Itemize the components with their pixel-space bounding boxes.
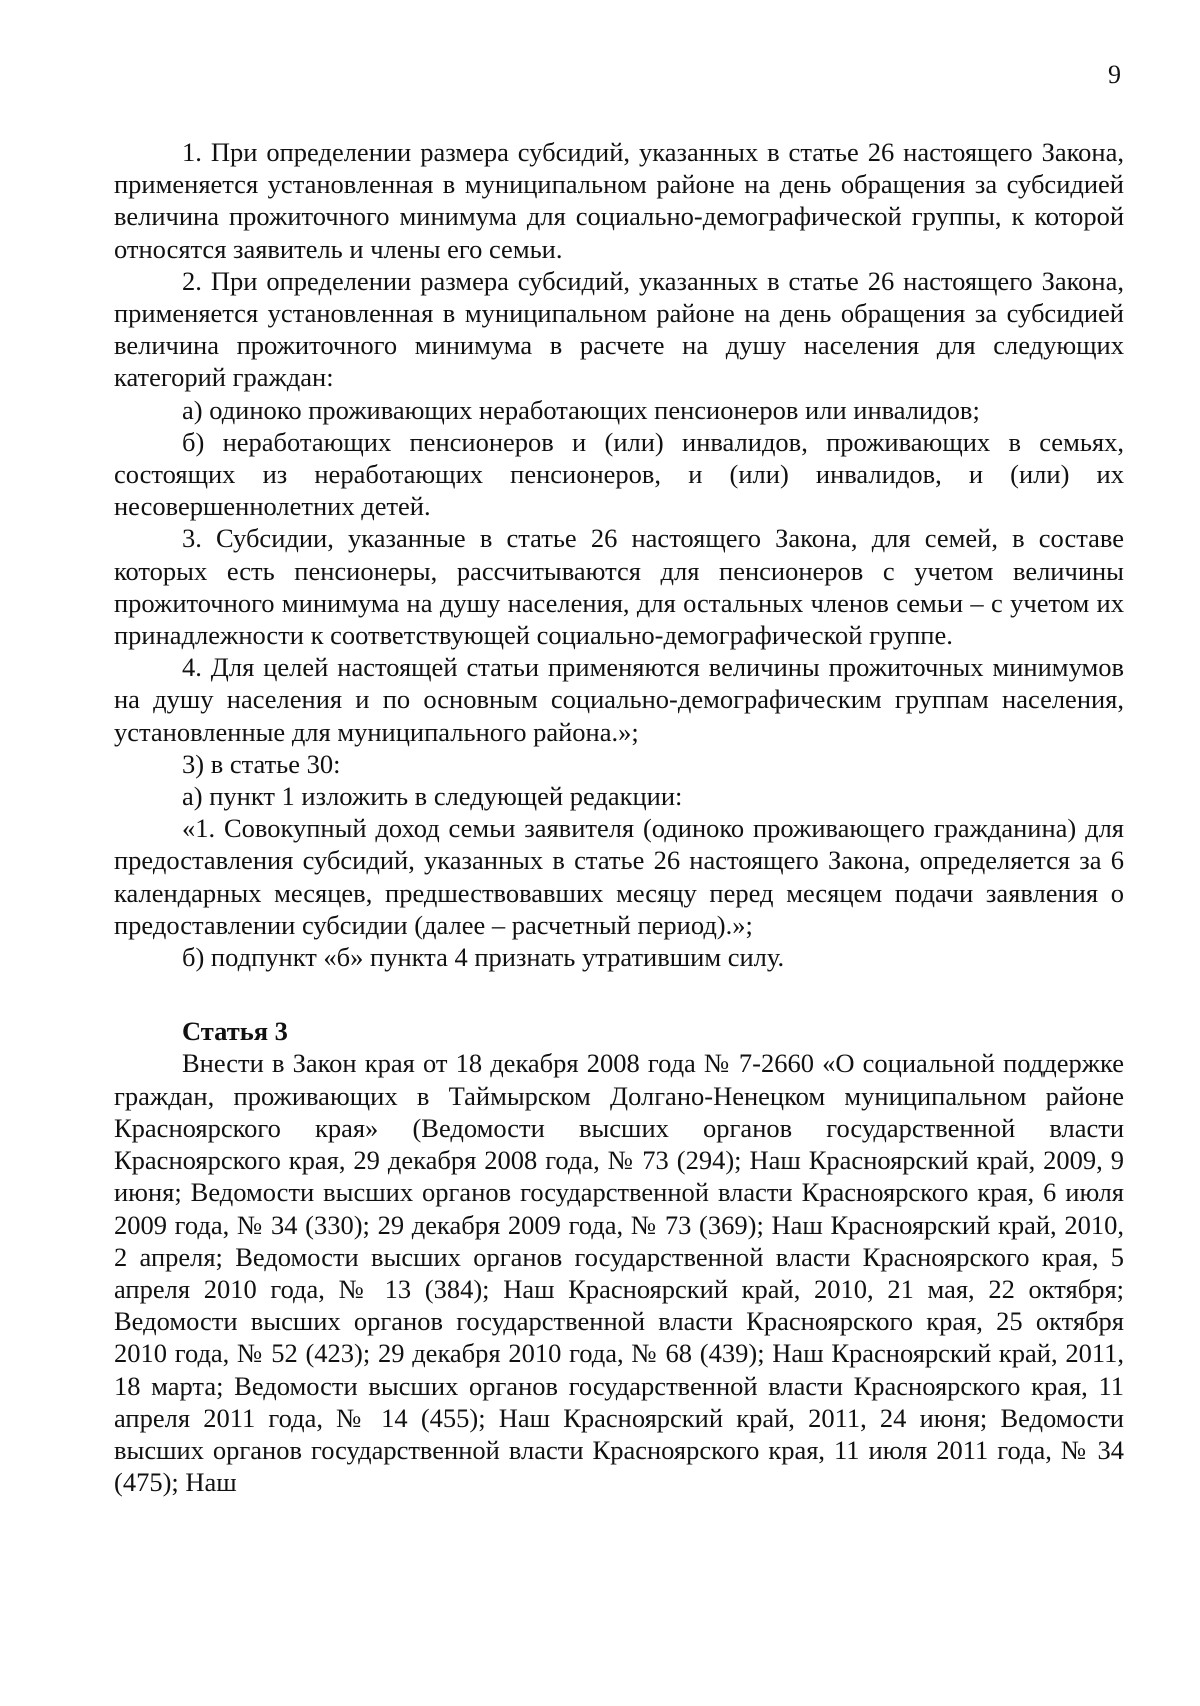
paragraph-2b: б) неработающих пенсионеров и (или) инвалидов, проживающих в семьях, состоящих из неработающих пенсионеров, и (или) инвалидов, и (или) их несовершеннолетних детей. bbox=[114, 426, 1124, 522]
paragraph-1: 1. При определении размера субсидий, указанных в статье 26 настоящего Закона, применяется установленная в муниципальном районе на день обращения за субсидией величина прожиточного минимума для социально-демографической группы, к которой относятся заявитель и члены его семьи. bbox=[114, 137, 1124, 264]
amendment-item-b: б) подпункт «б» пункта 4 признать утратившим силу. bbox=[182, 942, 785, 973]
paragraph-4: 4. Для целей настоящей статьи применяются величины прожиточных минимумов на душу населения и по основным социально-демографическим группам населения, установленные для муниципального района.»; bbox=[114, 652, 1124, 747]
paragraph-2a: а) одиноко проживающих неработающих пенсионеров или инвалидов; bbox=[182, 394, 980, 425]
paragraph-2: 2. При определении размера субсидий, указанных в статье 26 настоящего Закона, применяется установленная в муниципальном районе на день обращения за субсидией величина прожиточного минимума в расчете на душу населения для следующих категорий граждан: bbox=[114, 265, 1124, 393]
amendment-article-30: 3) в статье 30: bbox=[182, 748, 341, 779]
page-number: 9 bbox=[1108, 60, 1121, 89]
paragraph-3: 3. Субсидии, указанные в статье 26 настоящего Закона, для семей, в составе которых есть пенсионеры, рассчитываются для пенсионеров с учетом величины прожиточного минимума на душу населения, для остальных членов семьи – с учетом их принадлежности к соответствующей социально-демографической группе. bbox=[114, 523, 1124, 651]
article-3-heading: Статья 3 bbox=[182, 1016, 288, 1047]
section-gap bbox=[114, 973, 1124, 1015]
article-3-text: Внести в Закон края от 18 декабря 2008 года № 7-2660 «О социальной поддержке граждан, проживающих в Таймырском Долгано-Ненецком муниципальном районе Красноярского края» (Ведомости высших органов государственной власти Красноярского края, 29 декабря 2008 года, № 73 (294); Наш Красноярский край, 2009, 9 июня; Ведомости высших органов государственной власти Красноярского края, 6 июля 2009 года, № 34 (330); 29 декабря 2009 года, № 73 (369); Наш Красноярский край, 2010, 2 апреля; Ведомости высших органов государственной власти Красноярского края, 5 апреля 2010 года, № 13 (384); Наш Красноярский край, 2010, 21 мая, 22 октября; Ведомости высших органов государственной власти Красноярского края, 25 октября 2010 года, № 52 (423); 29 декабря 2010 года, № 68 (439); Наш Красноярский край, 2011, 18 марта; Ведомости высших органов государственной власти Красноярского края, 11 апреля 2011 года, № 14 (455); Наш Красноярский край, 2011, 24 июня; Ведомости высших органов государственной власти Красноярского края, 11 июля 2011 года, № 34 (475); Наш bbox=[114, 1048, 1124, 1498]
document-body bbox=[114, 136, 1124, 1498]
amendment-item-a: а) пункт 1 изложить в следующей редакции: bbox=[182, 781, 683, 812]
amendment-quote-1: «1. Совокупный доход семьи заявителя (одиноко проживающего гражданина) для предоставления субсидий, указанных в статье 26 настоящего Закона, определяется за 6 календарных месяцев, предшествовавших месяцу перед месяцем подачи заявления о предоставлении субсидии (далее – расчетный период).»; bbox=[114, 813, 1124, 940]
